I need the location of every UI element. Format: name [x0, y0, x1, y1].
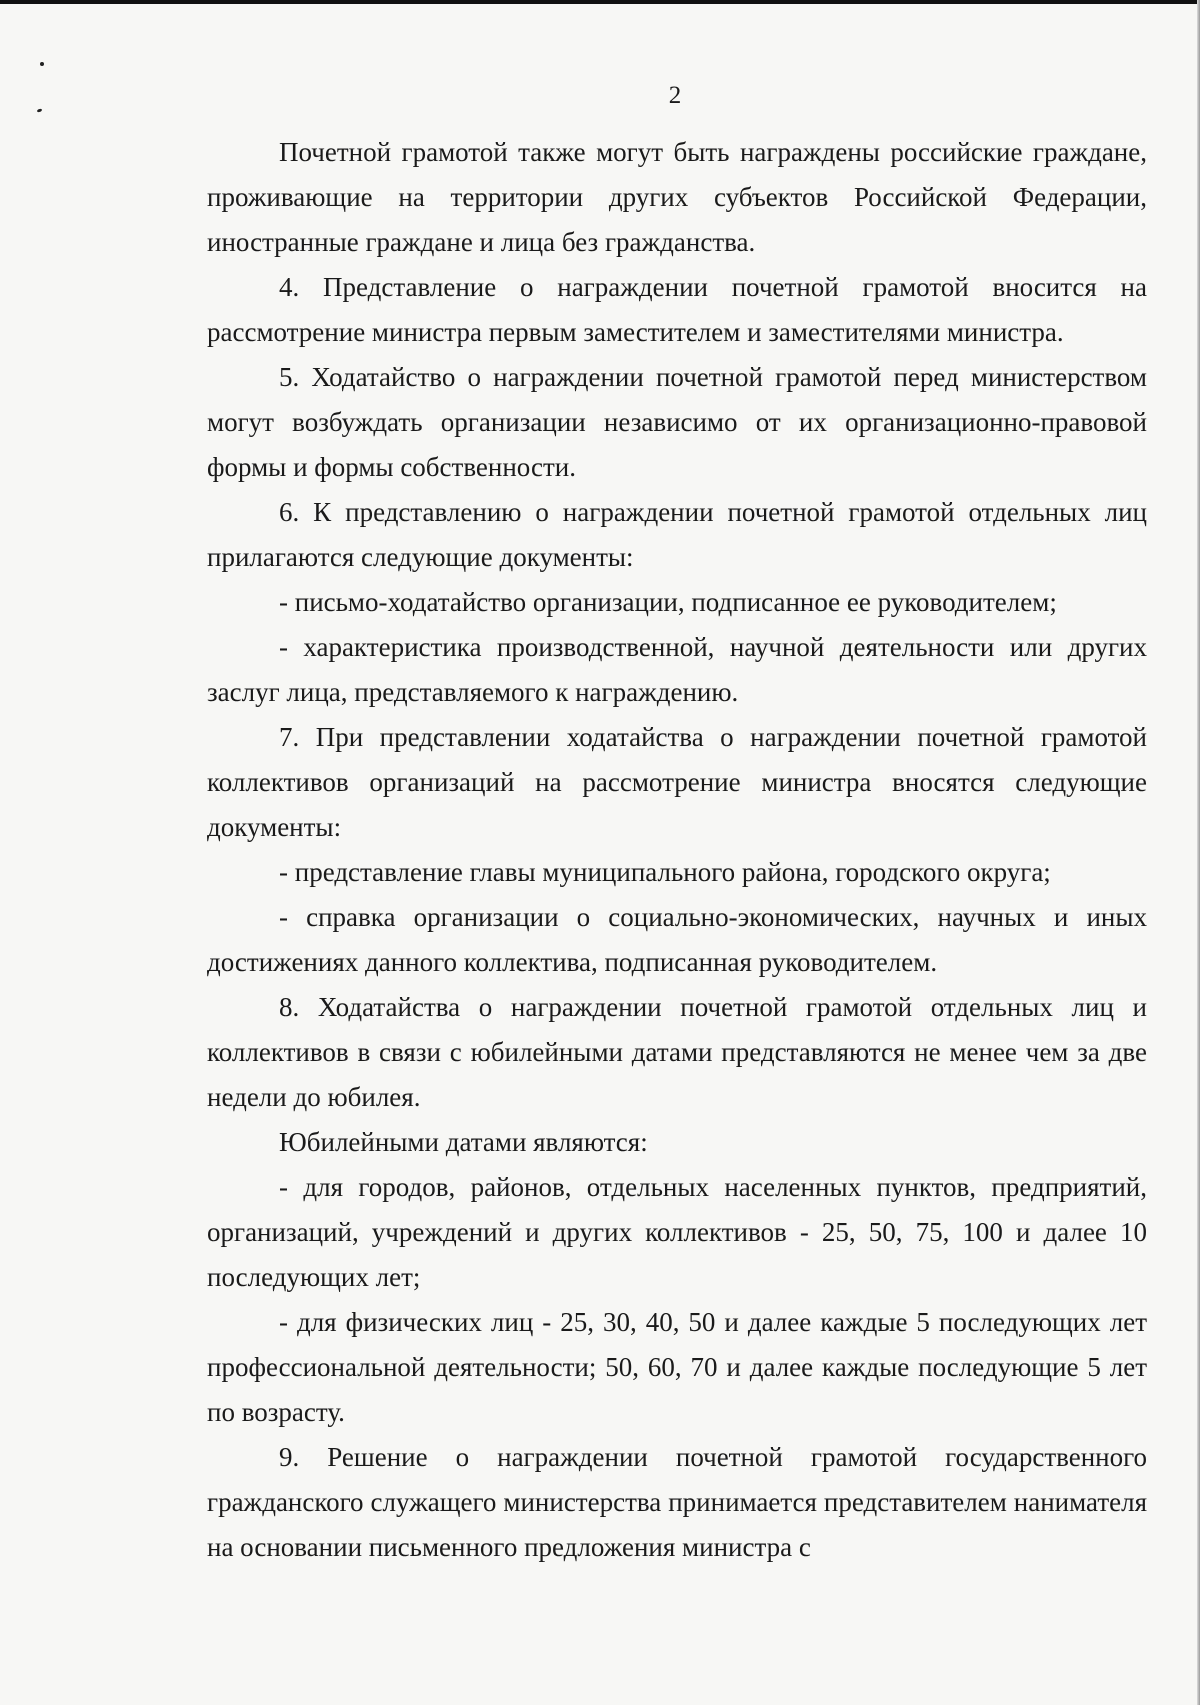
list-item-individuals: - для физических лиц - 25, 30, 40, 50 и далее каждые 5 последующих лет профессиональной деятельности; 50, 60, 70 и далее каждые последующие 5 лет по возрасту. — [207, 1307, 1147, 1427]
scan-top-border — [0, 0, 1200, 4]
list-item-head-submission: - представление главы муниципального района, городского округа; — [279, 857, 1051, 887]
page-number: 2 — [668, 82, 682, 109]
list-item-letter: - письмо-ходатайство организации, подписанное ее руководителем; — [279, 587, 1057, 617]
list-item-collectives: - для городов, районов, отдельных населенных пунктов, предприятий, организаций, учреждений и других коллективов - 25, 50, 75, 100 и далее 10 последующих лет; — [207, 1172, 1147, 1292]
paragraph-item-5: 5. Ходатайство о награждении почетной грамотой перед министерством могут возбуждать организации независимо от их организационно-правовой формы и формы собственности. — [207, 362, 1147, 482]
paragraph-item-6: 6. К представлению о награждении почетной грамотой отдельных лиц прилагаются следующие документы: — [207, 497, 1147, 572]
paragraph-jubilee-dates: Юбилейными датами являются: — [279, 1127, 648, 1157]
paragraph-citizens: Почетной грамотой также могут быть награждены российские граждане, проживающие на территории других субъектов Российской Федерации, иностранные граждане и лица без гражданства. — [207, 137, 1147, 257]
list-item-characteristic: - характеристика производственной, научной деятельности или других заслуг лица, представляемого к награждению. — [207, 632, 1147, 707]
paragraph-item-8: 8. Ходатайства о награждении почетной грамотой отдельных лиц и коллективов в связи с юбилейными датами представляются не менее чем за две недели до юбилея. — [207, 992, 1147, 1112]
scan-artifact-dot — [40, 62, 44, 66]
document-body — [207, 130, 1147, 1570]
paragraph-item-7: 7. При представлении ходатайства о награждении почетной грамотой коллективов организаций на рассмотрение министра вносятся следующие документы: — [207, 722, 1147, 842]
paragraph-item-9: 9. Решение о награждении почетной грамотой государственного гражданского служащего министерства принимается представителем нанимателя на основании письменного предложения министра с — [207, 1442, 1147, 1562]
paragraph-item-4: 4. Представление о награждении почетной грамотой вносится на рассмотрение министра первым заместителем и заместителями министра. — [207, 272, 1147, 347]
list-item-certificate: - справка организации о социально-экономических, научных и иных достижениях данного коллектива, подписанная руководителем. — [207, 902, 1147, 977]
